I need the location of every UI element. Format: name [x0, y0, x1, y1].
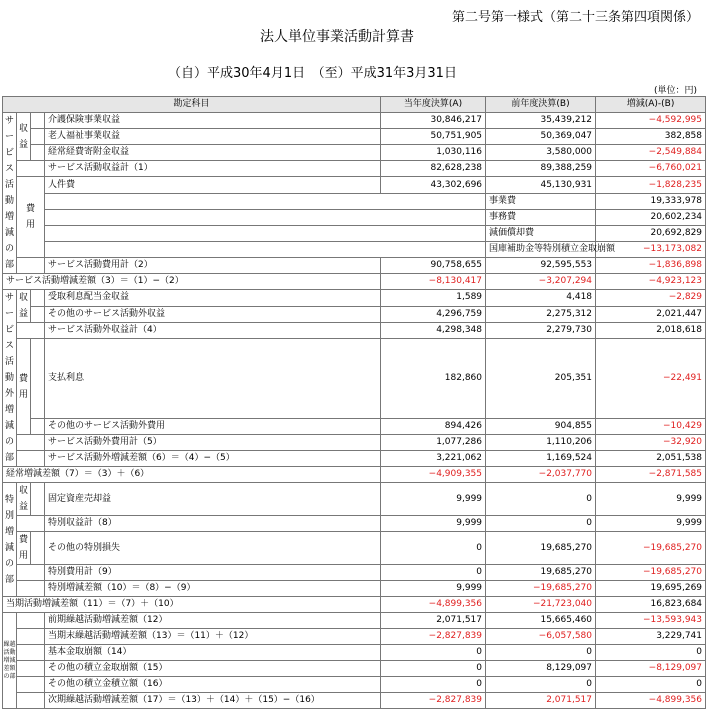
table-row: [3, 258, 706, 274]
diff-value: −2,829: [596, 290, 706, 307]
previous-value: 35,439,212: [486, 113, 596, 129]
spacer-cell: [17, 258, 45, 274]
section-label: サービス活動増減の部: [4, 116, 14, 270]
table-row: [3, 451, 706, 467]
table-row: [3, 306, 706, 323]
table-row: [3, 597, 706, 613]
row-label: その他の積立金積立額（16）: [45, 677, 381, 693]
previous-value: 19,685,270: [486, 532, 596, 565]
table-row: [3, 113, 706, 129]
spacer-cell: [17, 565, 45, 581]
diff-value: 19,695,269: [596, 581, 706, 597]
previous-value: 8,129,097: [486, 661, 596, 677]
table-row: [3, 693, 706, 709]
row-label: 国庫補助金等特別積立金取崩額: [486, 242, 596, 258]
diff-value: −4,923,123: [596, 274, 706, 290]
table-row: [3, 290, 706, 307]
current-value: 82,628,238: [381, 161, 486, 177]
previous-value: 19,685,270: [486, 565, 596, 581]
current-value: 0: [381, 677, 486, 693]
diff-value: −10,429: [596, 418, 706, 435]
spacer-cell: [31, 306, 45, 323]
form-label: 第二号第一様式（第二十三条第四項関係）: [451, 10, 699, 25]
diff-value: −19,685,270: [596, 532, 706, 565]
table-row: [3, 177, 706, 194]
period-label: （自）平成30年4月1日 （至）平成31年3月31日: [168, 66, 457, 81]
table-row: [3, 435, 706, 451]
previous-value: 45,130,931: [486, 177, 596, 194]
section-label: 繰越活動増減差額の部: [3, 640, 16, 680]
previous-value: 3,580,000: [486, 145, 596, 161]
table-row: [3, 645, 706, 661]
current-value: 0: [381, 661, 486, 677]
current-value: 9,999: [381, 516, 486, 532]
row-label: 前期繰越活動増減差額（12）: [45, 613, 381, 629]
section-cell: [3, 613, 17, 709]
diff-value: −19,685,270: [596, 565, 706, 581]
table-row: [3, 339, 706, 419]
row-label: サービス活動費用計（2）: [45, 258, 381, 274]
row-label: 次期繰越活動増減差額（17）＝（13）＋（14）＋（15）−（16）: [45, 693, 381, 709]
previous-value: 89,388,259: [486, 161, 596, 177]
diff-value: 0: [596, 645, 706, 661]
section-cell: [17, 177, 45, 258]
row-label: 特別増減差額（10）＝（8）−（9）: [45, 581, 381, 597]
diff-value: 2,018,618: [596, 323, 706, 339]
section-cell: [17, 532, 31, 565]
row-label: 事務費: [486, 210, 596, 226]
spacer-cell: [17, 581, 45, 597]
spacer-cell: [31, 532, 45, 565]
previous-value: 2,279,730: [486, 323, 596, 339]
spacer-cell: [31, 145, 45, 161]
row-label: その他の特別損失: [45, 532, 381, 565]
row-label: 当期末繰越活動増減差額（13）＝（11）＋（12）: [45, 629, 381, 645]
spacer-cell: [45, 226, 486, 242]
col-previous-header: 前年度決算(B): [486, 97, 596, 113]
section-cell: [17, 339, 31, 435]
section-cell: [3, 113, 17, 274]
previous-value: 1,110,206: [486, 435, 596, 451]
spacer-cell: [45, 194, 486, 210]
table-row: [3, 581, 706, 597]
current-value: 0: [381, 645, 486, 661]
current-value: 20,602,234: [596, 210, 706, 226]
row-label: サービス活動外収益計（4）: [45, 323, 381, 339]
spacer-cell: [17, 613, 45, 629]
current-value: 90,758,655: [381, 258, 486, 274]
current-value: 30,846,217: [381, 113, 486, 129]
document-title: 法人単位事業活動計算書: [260, 29, 414, 45]
spacer-cell: [31, 113, 45, 129]
previous-value: 0: [486, 483, 596, 516]
spacer-cell: [17, 516, 45, 532]
section-cell: [3, 290, 17, 467]
row-label: サービス活動増減差額（3）＝（1）−（2）: [3, 274, 381, 290]
spacer-cell: [17, 629, 45, 645]
row-label: その他の積立金取崩額（15）: [45, 661, 381, 677]
previous-value: 904,855: [486, 418, 596, 435]
diff-value: 2,051,538: [596, 451, 706, 467]
row-label: 介護保険事業収益: [45, 113, 381, 129]
diff-value: 9,999: [596, 483, 706, 516]
spacer-cell: [17, 645, 45, 661]
current-value: −4,909,355: [381, 467, 486, 483]
previous-value: 1,169,524: [486, 451, 596, 467]
previous-value: −21,723,040: [486, 597, 596, 613]
col-current-header: 当年度決算(A): [381, 97, 486, 113]
spacer-cell: [17, 693, 45, 709]
section-cell: [17, 113, 31, 161]
row-label: 老人福祉事業収益: [45, 129, 381, 145]
current-value: −2,827,839: [381, 629, 486, 645]
row-label: 経常増減差額（7）＝（3）＋（6）: [3, 467, 381, 483]
section-label: 費用: [18, 535, 28, 561]
table-row: [3, 532, 706, 565]
spacer-cell: [17, 451, 45, 467]
diff-value: −13,593,943: [596, 613, 706, 629]
table-row: [3, 145, 706, 161]
table-row: [3, 661, 706, 677]
diff-value: 382,858: [596, 129, 706, 145]
diff-value: −2,549,884: [596, 145, 706, 161]
row-label: 当期活動増減差額（11）＝（7）＋（10）: [3, 597, 381, 613]
table-row: [3, 161, 706, 177]
unit-label: (単位：円): [653, 86, 697, 96]
section-label: 費用: [25, 204, 35, 230]
current-value: 3,221,062: [381, 451, 486, 467]
current-value: 19,333,978: [596, 194, 706, 210]
row-label: 事業費: [486, 194, 596, 210]
section-label: サービス活動外増減の部: [4, 293, 14, 463]
spacer-cell: [31, 290, 45, 307]
row-label: サービス活動収益計（1）: [45, 161, 381, 177]
table-row: [3, 210, 706, 226]
current-value: 20,692,829: [596, 226, 706, 242]
current-value: 9,999: [381, 483, 486, 516]
diff-value: −4,899,356: [596, 693, 706, 709]
col-item-header: 勘定科目: [3, 97, 381, 113]
current-value: 4,296,759: [381, 306, 486, 323]
section-label: 収益: [18, 123, 28, 150]
table-row: [3, 467, 706, 483]
spacer-cell: [31, 339, 45, 419]
col-diff-header: 増減(A)-(B): [596, 97, 706, 113]
diff-value: 16,823,684: [596, 597, 706, 613]
row-label: 特別費用計（9）: [45, 565, 381, 581]
section-label: 収益: [18, 293, 28, 319]
table-row: [3, 483, 706, 516]
section-cell: [17, 483, 31, 516]
row-label: 特別収益計（8）: [45, 516, 381, 532]
row-label: 基本金取崩額（14）: [45, 645, 381, 661]
section-cell: [17, 290, 31, 323]
current-value: 50,751,905: [381, 129, 486, 145]
spacer-cell: [17, 161, 45, 177]
table-row: [3, 274, 706, 290]
table-row: [3, 613, 706, 629]
table-row: [3, 516, 706, 532]
current-value: 182,860: [381, 339, 486, 419]
previous-value: 4,418: [486, 290, 596, 307]
table-row: [3, 565, 706, 581]
current-value: 4,298,348: [381, 323, 486, 339]
current-value: −8,130,417: [381, 274, 486, 290]
previous-value: −3,207,294: [486, 274, 596, 290]
table-row: [3, 194, 706, 210]
row-label: サービス活動外費用計（5）: [45, 435, 381, 451]
row-label: 固定資産売却益: [45, 483, 381, 516]
diff-value: −2,871,585: [596, 467, 706, 483]
table-row: [3, 677, 706, 693]
table-row: [3, 226, 706, 242]
current-value: −2,827,839: [381, 693, 486, 709]
row-label: その他のサービス活動外収益: [45, 306, 381, 323]
section-label: 特別増減の部: [4, 494, 14, 585]
diff-value: 2,021,447: [596, 306, 706, 323]
previous-value: 0: [486, 677, 596, 693]
current-value: −4,899,356: [381, 597, 486, 613]
current-value: −13,173,082: [596, 242, 706, 258]
table-header-row: [3, 97, 706, 113]
spacer-cell: [17, 323, 45, 339]
current-value: 2,071,517: [381, 613, 486, 629]
section-label: 収益: [18, 486, 28, 512]
section-cell: [3, 483, 17, 597]
diff-value: −1,828,235: [596, 177, 706, 194]
current-value: 1,589: [381, 290, 486, 307]
current-value: 894,426: [381, 418, 486, 435]
previous-value: 15,665,460: [486, 613, 596, 629]
current-value: 0: [381, 565, 486, 581]
spacer-cell: [17, 661, 45, 677]
previous-value: 92,595,553: [486, 258, 596, 274]
previous-value: −19,685,270: [486, 581, 596, 597]
previous-value: −2,037,770: [486, 467, 596, 483]
diff-value: −6,760,021: [596, 161, 706, 177]
previous-value: 2,275,312: [486, 306, 596, 323]
spacer-cell: [45, 242, 486, 258]
table-row: [3, 323, 706, 339]
previous-value: 0: [486, 516, 596, 532]
diff-value: −1,836,898: [596, 258, 706, 274]
row-label: 支払利息: [45, 339, 381, 419]
diff-value: 9,999: [596, 516, 706, 532]
activity-statement-table: [2, 96, 706, 709]
row-label: 減価償却費: [486, 226, 596, 242]
spacer-cell: [31, 129, 45, 145]
table-row: [3, 242, 706, 258]
table-row: [3, 418, 706, 435]
current-value: 9,999: [381, 581, 486, 597]
current-value: 0: [381, 532, 486, 565]
previous-value: 205,351: [486, 339, 596, 419]
current-value: 43,302,696: [381, 177, 486, 194]
previous-value: 0: [486, 645, 596, 661]
table-row: [3, 629, 706, 645]
diff-value: −32,920: [596, 435, 706, 451]
row-label: 受取利息配当金収益: [45, 290, 381, 307]
diff-value: −8,129,097: [596, 661, 706, 677]
table-row: [3, 129, 706, 145]
diff-value: 3,229,741: [596, 629, 706, 645]
diff-value: −4,592,995: [596, 113, 706, 129]
spacer-cell: [31, 418, 45, 435]
current-value: 1,077,286: [381, 435, 486, 451]
spacer-cell: [45, 210, 486, 226]
row-label: サービス活動外増減差額（6）＝（4）−（5）: [45, 451, 381, 467]
diff-value: 0: [596, 677, 706, 693]
spacer-cell: [31, 483, 45, 516]
spacer-cell: [17, 435, 45, 451]
diff-value: −22,491: [596, 339, 706, 419]
previous-value: −6,057,580: [486, 629, 596, 645]
previous-value: 50,369,047: [486, 129, 596, 145]
row-label: その他のサービス活動外費用: [45, 418, 381, 435]
spacer-cell: [17, 677, 45, 693]
row-label: 経常経費寄附金収益: [45, 145, 381, 161]
section-label: 費用: [18, 373, 28, 400]
previous-value: 2,071,517: [486, 693, 596, 709]
current-value: 1,030,116: [381, 145, 486, 161]
row-label: 人件費: [45, 177, 381, 194]
